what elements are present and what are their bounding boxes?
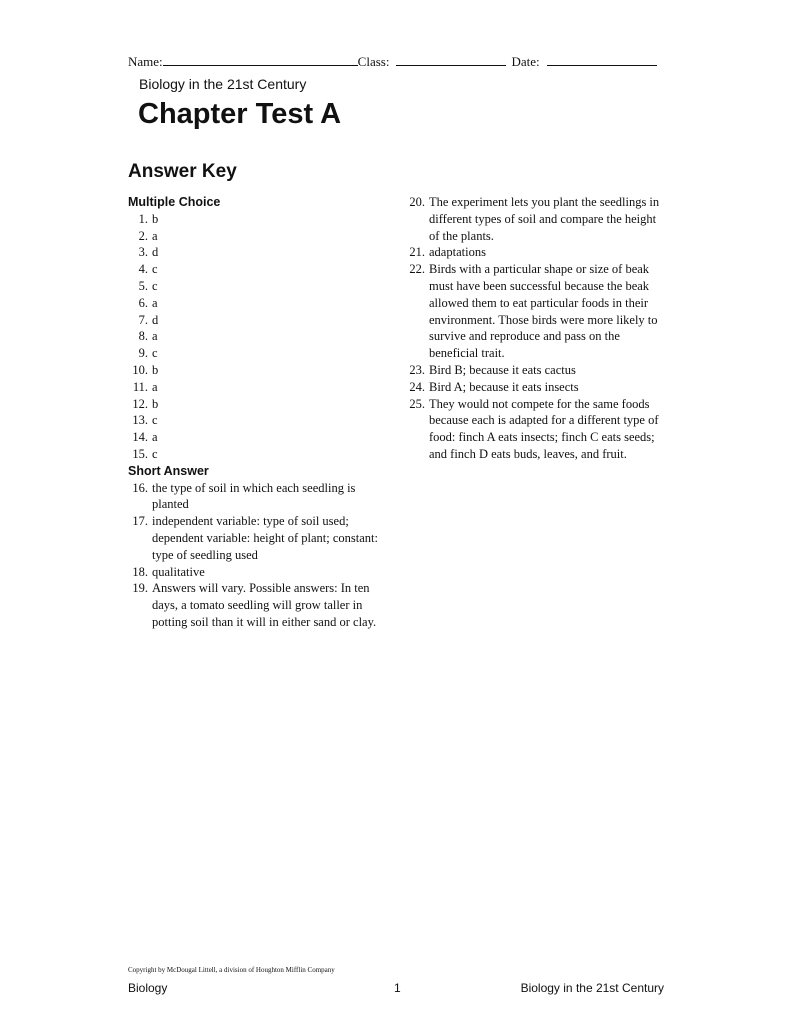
answer-item <box>128 345 383 362</box>
answer-text: b <box>152 211 159 226</box>
right-column <box>405 194 665 463</box>
question-number: 7. <box>138 312 148 327</box>
answer-item <box>128 396 383 413</box>
answer-text: Bird A; because it eats insects <box>429 379 579 394</box>
answer-text: the type of soil in which each seedling is planted <box>152 480 356 512</box>
answer-text: qualitative <box>152 564 205 579</box>
answer-text: c <box>152 446 158 461</box>
answer-item <box>128 278 383 295</box>
multiple-choice-list <box>128 211 383 463</box>
question-number: 21. <box>409 245 425 260</box>
multiple-choice-heading: Multiple Choice <box>128 195 221 209</box>
question-number: 12. <box>132 396 148 411</box>
question-number: 9. <box>138 346 148 361</box>
answer-item <box>405 194 665 244</box>
footer-subject: Biology <box>128 981 168 995</box>
answer-item <box>405 379 665 396</box>
question-number: 2. <box>138 228 148 243</box>
answer-text: adaptations <box>429 245 486 260</box>
answer-item <box>128 513 383 563</box>
question-number: 14. <box>132 430 148 445</box>
answer-item <box>128 379 383 396</box>
copyright-notice: Copyright by McDougal Littell, a division of Houghton Mifflin Company <box>128 966 335 974</box>
question-number: 20. <box>409 195 425 209</box>
question-number: 24. <box>409 379 425 394</box>
answer-item <box>128 228 383 245</box>
question-number: 3. <box>138 245 148 260</box>
date-label: Date: <box>511 54 540 69</box>
question-number: 17. <box>132 514 148 529</box>
answer-text: a <box>152 379 158 394</box>
answer-text: c <box>152 278 158 293</box>
question-number: 16. <box>132 480 148 495</box>
question-number: 23. <box>409 362 425 377</box>
answer-text: The experiment lets you plant the seedlings in different types of soil and compare the height of the plants. <box>429 195 660 243</box>
question-number: 18. <box>132 564 148 579</box>
answer-text: Bird B; because it eats cactus <box>429 362 576 377</box>
short-answer-list-right <box>405 194 665 463</box>
question-number: 5. <box>138 278 148 293</box>
answer-text: They would not compete for the same foods because each is adapted for a different type of food: finch A eats insects; finch C eats seeds; and finch D eats buds, leaves, and fruit. <box>429 396 659 461</box>
answer-text: b <box>152 396 159 411</box>
answer-item <box>405 261 665 362</box>
student-info-line <box>128 53 668 70</box>
answer-item <box>128 328 383 345</box>
answer-text: c <box>152 346 158 361</box>
answer-text: a <box>152 430 158 445</box>
answer-text: Birds with a particular shape or size of beak must have been successful because the beak allowed them to eat particular foods in their environment. Those birds were more likely to survive and reproduce and pass on the beneficial trait. <box>429 262 658 361</box>
answer-item <box>128 261 383 278</box>
course-subtitle: Biology in the 21st Century <box>139 76 307 92</box>
answer-text: a <box>152 295 158 310</box>
answer-item <box>128 446 383 463</box>
answer-item <box>405 362 665 379</box>
class-blank <box>396 53 506 66</box>
date-blank <box>547 53 657 66</box>
answer-text: b <box>152 362 159 377</box>
answer-text: d <box>152 245 159 260</box>
answer-item <box>128 480 383 514</box>
answer-item <box>128 295 383 312</box>
answer-text: d <box>152 312 159 327</box>
question-number: 4. <box>138 262 148 277</box>
answer-text: a <box>152 329 158 344</box>
page-number: 1 <box>394 981 401 995</box>
short-answer-list-left <box>128 480 383 631</box>
question-number: 1. <box>138 211 148 226</box>
answer-item <box>405 244 665 261</box>
answer-item <box>128 412 383 429</box>
left-column <box>128 194 383 631</box>
question-number: 8. <box>138 329 148 344</box>
answer-text: independent variable: type of soil used; dependent variable: height of plant; constant: type of seedling used <box>152 514 378 562</box>
answer-text: a <box>152 228 158 243</box>
question-number: 25. <box>409 396 425 411</box>
answer-item <box>128 429 383 446</box>
answer-text: Answers will vary. Possible answers: In ten days, a tomato seedling will grow taller in potting soil than it will in either sand or clay. <box>152 581 377 629</box>
name-blank <box>163 53 358 66</box>
answer-item <box>128 312 383 329</box>
question-number: 6. <box>138 295 148 310</box>
question-number: 22. <box>409 262 425 277</box>
answer-item <box>128 362 383 379</box>
short-answer-heading: Short Answer <box>128 463 209 478</box>
answer-item <box>405 396 665 463</box>
footer-course: Biology in the 21st Century <box>520 981 664 995</box>
answer-text: c <box>152 413 158 428</box>
page-title: Chapter Test A <box>138 98 342 130</box>
question-number: 19. <box>132 581 148 596</box>
question-number: 13. <box>132 413 148 428</box>
answer-item <box>128 580 383 630</box>
answer-item <box>128 211 383 228</box>
question-number: 10. <box>132 362 148 377</box>
answer-key-heading: Answer Key <box>128 161 237 182</box>
class-label: Class: <box>357 54 390 69</box>
question-number: 15. <box>132 446 148 461</box>
answer-item <box>128 244 383 261</box>
answer-text: c <box>152 262 158 277</box>
answer-item <box>128 564 383 581</box>
question-number: 11. <box>132 379 148 394</box>
name-label: Name: <box>128 54 163 69</box>
